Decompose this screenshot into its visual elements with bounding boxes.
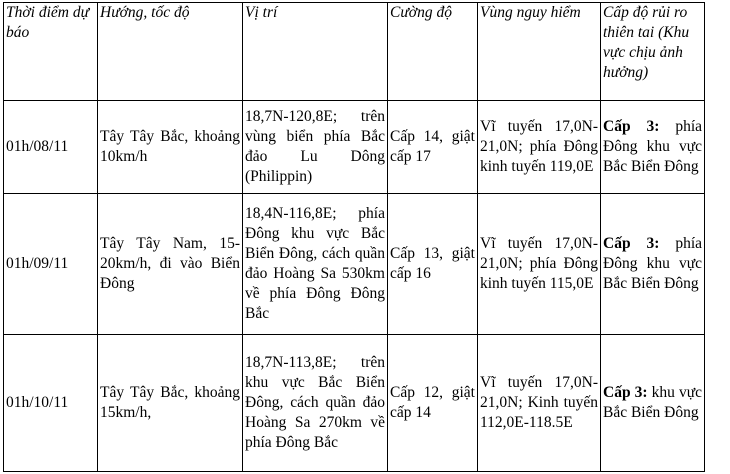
cell-risk-level	[601, 194, 705, 335]
danger-zone-text: Vĩ tuyến 17,0N-21,0N; Kinh tuyến 112,0E-118.5E	[480, 374, 598, 431]
intensity-text: Cấp 12, giật cấp 14	[390, 384, 475, 421]
header-time: Thời điểm dự báo	[4, 3, 98, 101]
cell-intensity	[388, 101, 478, 194]
cell-time: 01h/10/11	[4, 335, 98, 472]
cell-position	[243, 335, 388, 472]
forecast-table-container	[3, 2, 705, 472]
header-risk-level: Cấp độ rủi ro thiên tai (Khu vực chịu ảnh hưởng)	[601, 3, 705, 101]
cell-time: 01h/09/11	[4, 194, 98, 335]
cell-danger-zone	[478, 194, 601, 335]
danger-zone-text: Vĩ tuyến 17,0N-21,0N; phía Đông kinh tuyến 119,0E	[480, 118, 598, 175]
direction-text: Tây Tây Bắc, khoảng 10km/h	[100, 128, 240, 165]
intensity-text: Cấp 13, giật cấp 16	[390, 245, 475, 282]
direction-text: Tây Tây Bắc, khoảng 15km/h,	[100, 384, 240, 421]
storm-forecast-table	[3, 2, 705, 472]
position-text: 18,7N-120,8E; trên vùng biển phía Bắc đảo Lu Dông (Philippin)	[245, 108, 385, 185]
risk-level-label: Cấp 3:	[603, 118, 660, 135]
position-text: 18,7N-113,8E; trên khu vực Bắc Biển Đông, cách quần đảo Hoàng Sa 270km về phía Đông Bắc	[245, 354, 385, 451]
direction-text: Tây Tây Nam, 15-20km/h, đi vào Biển Đông	[100, 235, 240, 292]
risk-area-text: phía Đông khu vực Bắc Biển Đông	[603, 118, 702, 175]
table-row	[4, 335, 705, 472]
table-row	[4, 101, 705, 194]
table-row	[4, 194, 705, 335]
position-text: 18,4N-116,8E; phía Đông khu vực Bắc Biển Đông, cách quần đảo Hoàng Sa 530km về phía Đông Đông Bắc	[245, 205, 385, 322]
cell-time: 01h/08/11	[4, 101, 98, 194]
intensity-text: Cấp 14, giật cấp 17	[390, 128, 475, 165]
cell-position	[243, 101, 388, 194]
risk-level-label: Cấp 3:	[603, 384, 648, 401]
risk-area-text: khu vực Bắc Biển Đông	[603, 384, 702, 421]
cell-intensity	[388, 194, 478, 335]
cell-direction	[98, 101, 243, 194]
cell-danger-zone	[478, 101, 601, 194]
table-header-row	[4, 3, 705, 101]
header-direction: Hướng, tốc độ	[98, 3, 243, 101]
cell-risk-level	[601, 101, 705, 194]
risk-area-text: phía Đông khu vực Bắc Biển Đông	[603, 235, 702, 292]
cell-direction	[98, 335, 243, 472]
danger-zone-text: Vĩ tuyến 17,0N-21,0N; phía Đông kinh tuyến 115,0E	[480, 235, 598, 292]
risk-level-label: Cấp 3:	[603, 235, 660, 252]
cell-intensity	[388, 335, 478, 472]
header-intensity: Cường độ	[388, 3, 478, 101]
cell-direction	[98, 194, 243, 335]
header-danger-zone: Vùng nguy hiểm	[478, 3, 601, 101]
cell-risk-level	[601, 335, 705, 472]
header-position: Vị trí	[243, 3, 388, 101]
cell-danger-zone	[478, 335, 601, 472]
cell-position	[243, 194, 388, 335]
